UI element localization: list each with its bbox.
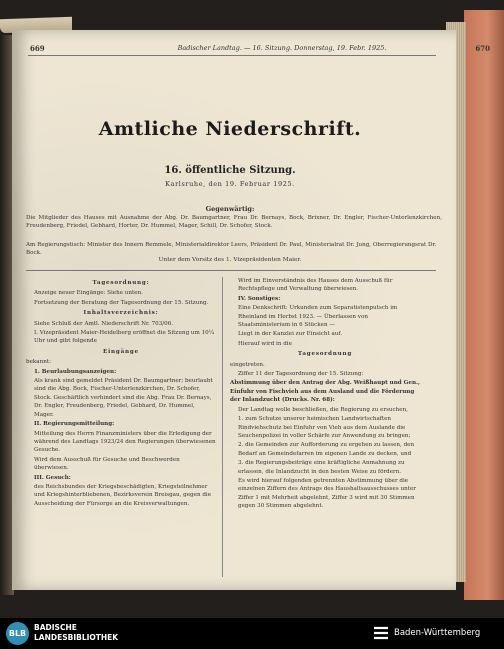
agenda-item: Anzeige neuer Eingänge: Siehe unten.	[34, 290, 143, 297]
entries-intro: bekannt:	[26, 359, 51, 366]
left-column	[26, 277, 216, 509]
item-reference: Ziffer 11 der Tagesordnung der 15. Sitzung:	[238, 371, 364, 378]
motion-heading: Abstimmung über den Antrag der Abg. Weißhaupt und Gen., Einfuhr von Fischvieh aus dem Ausland und die Förderung der Inlandzucht (Drucks. Nr. 68):	[230, 380, 420, 404]
chair-line: Unter dem Vorsitz des 1. Vizepräsidenten Maier.	[158, 257, 302, 263]
book-cover-edge	[464, 10, 504, 600]
document-title: Amtliche Niederschrift.	[98, 118, 362, 140]
government-bench: Am Regierungstisch: Minister des Innern Remmele, Ministerialdirektor Leers, Präsident Dr. Paul, Ministerialrat Dr. Jung, Oberregierungsrat Dr. Bock.	[26, 242, 437, 257]
agenda-item: Fortsetzung der Beratung der Tagesordnung der 15. Sitzung.	[34, 299, 209, 306]
right-column	[230, 277, 420, 512]
column-divider	[222, 277, 223, 577]
item1-text: Als krank sind gemeldet Präsident Dr. Baumgartner; beurlaubt sind die Abg. Bock, Fischer-Unterlenzkirchen, Dr. Schofer, Stock. Geschäftlich verhindert sind die Abg. Frau Dr. Bernays, Dr. Engler, Freudenberg, Friedel, Gebhard, Dr. Hummel, Mager.	[34, 378, 213, 418]
para1: Wird im Einverständnis des Hauses dem Ausschuß für Rechtspflege und Verwaltung überwiesen.	[238, 278, 393, 293]
item4-heading: IV. Sonstiges:	[238, 295, 281, 302]
item2-note: Wird dem Ausschuß für Gesuche und Beschwerden überwiesen.	[34, 456, 180, 472]
section-rule	[26, 270, 436, 271]
baden-wuerttemberg-lions-icon	[372, 624, 390, 642]
item4-note: Liegt in der Kanzlei zur Einsicht auf.	[238, 331, 343, 338]
library-line-1: BADISCHE	[34, 623, 77, 632]
state-logo-text[interactable]: Baden-Württemberg	[394, 628, 481, 638]
page-number-right: 670	[475, 44, 490, 53]
library-name[interactable]	[34, 623, 118, 643]
vote-result: Es wird hierauf folgenden getrennten Abstimmung über die einzelnen Ziffern des Antrags des Haushaltsausschusses unter Ziffer 1 mit Mehrheit abgelehnt, Ziffer 3 wird mit 30 Stimmen gegen 30 Stimmen abgelehnt.	[238, 477, 416, 510]
motion-item-1: 1. zum Schutze unserer heimischen Landwirtschaften Rindviehschutz bei Einfuhr von Vieh aus dem Auslande die Seuchenpolizei in voller Schärfe zur Anwendung zu bringen;	[238, 416, 411, 439]
transition: Hierauf wird in die	[238, 340, 292, 347]
header-rule	[28, 55, 436, 56]
motion-intro: Der Landtag wolle beschließen, die Regierung zu ersuchen,	[238, 406, 408, 413]
agenda-heading: Tagesordnung:	[92, 280, 150, 286]
motion-item-3: 3. die Regierungsbeiträge eine kräftigliche Anmahnung zu erlassen, die Inlandzucht in den besten Weise zu fördern.	[238, 460, 405, 475]
agenda-heading-right: Tagesordnung	[297, 351, 353, 358]
item1-heading: 1. Beurlaubungsanzeigen:	[34, 368, 117, 375]
opening-text: I. Vizepräsident Maier-Heidelberg eröffnet die Sitzung um 10¼ Uhr und gibt folgende	[34, 330, 215, 345]
item3-text: des Reichsbundes der Kriegsbeschädigten, Kriegsteilnehmer und Kriegshinterbliebenen, Bezirksverein Breisgau, gegen die Ausscheidung der Fürsorge an die Kreisverwaltungen.	[34, 483, 212, 507]
item2-heading: II. Regierungsmitteilung:	[34, 421, 115, 428]
contents-heading: Inhaltsverzeichnis:	[83, 310, 159, 317]
contents-text: Siehe Schluß der Amtl. Niederschrift Nr. 703/06.	[34, 320, 174, 327]
item4-text: Eine Denkschrift: Urkunden zum Separatistenputsch im Rheinland im Herbst 1923. — Überlassen von Staatsministerium in 6 Stücken —	[238, 305, 398, 329]
item2-text: Mitteilung des Herrn Finanzministers über die Erledigung der während des Landtags 1923/24 den Regierungen überwiesenen Gesuche.	[34, 430, 216, 454]
date-line: Karlsruhe, den 19. Februar 1925.	[165, 180, 295, 188]
blb-logo-icon[interactable]: BLB	[6, 622, 29, 645]
footer-bar	[0, 618, 504, 649]
motion-item-2: 2. die Gemeinden zur Aufforderung zu ergehen zu lassen, den Bedarf an Gemeindefarren im eigenen Lande zu decken, und	[238, 442, 415, 457]
entered: eingetreten.	[230, 361, 265, 368]
running-head: Badischer Landtag. — 16. Sitzung. Donnerstag, 19. Febr. 1925.	[177, 44, 387, 52]
members-list: Die Mitglieder des Hauses mit Ausnahme der Abg. Dr. Baumgartner, Frau Dr. Bernays, Bock, Brixner, Dr. Engler, Fischer-Unterlenzkirchen, Freudenberg, Friedel, Gebhard, Horter, Dr. Hummel, Mager, Schill, Dr. Schofer, Stock.	[26, 215, 442, 230]
item3-heading: III. Gesuch:	[34, 474, 71, 481]
session-heading: 16. öffentliche Sitzung.	[164, 165, 296, 176]
present-heading: Gegenwärtig:	[205, 205, 255, 213]
entries-heading: Eingänge	[103, 348, 139, 355]
page-number-left: 669	[30, 44, 45, 53]
library-line-2: LANDESBIBLIOTHEK	[34, 633, 119, 642]
